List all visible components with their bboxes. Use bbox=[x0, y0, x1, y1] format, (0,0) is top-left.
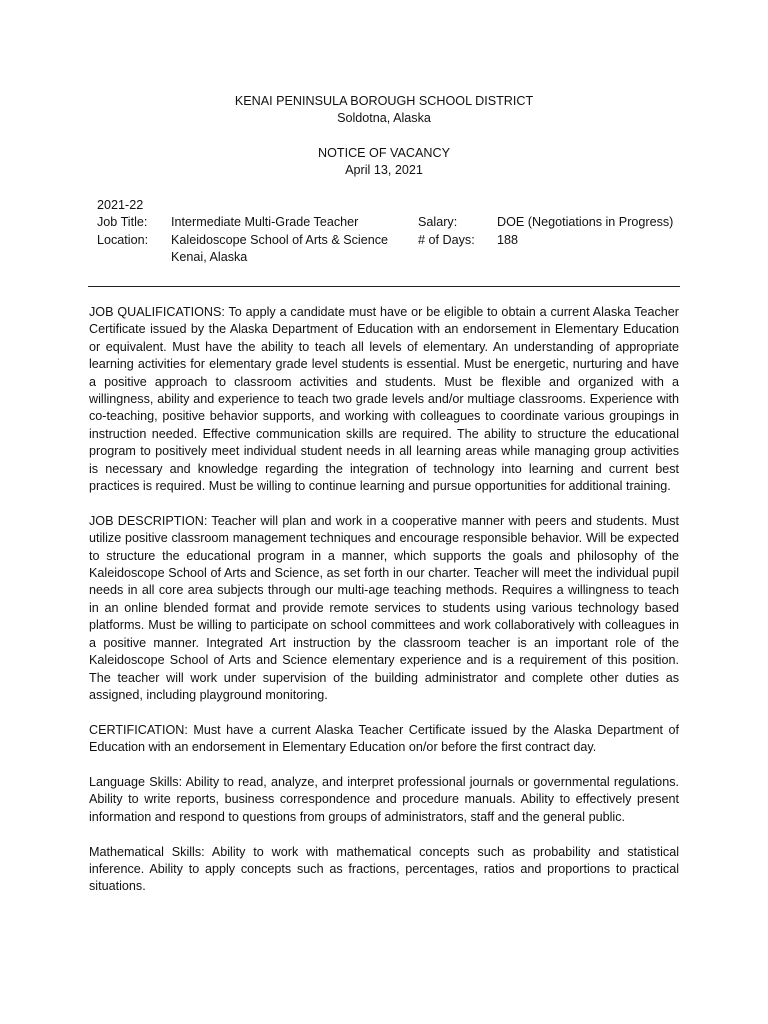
salary-label: Salary: bbox=[418, 215, 458, 230]
language-skills-paragraph: Language Skills: Ability to read, analyze, and interpret professional journals or governmental regulations. Ability to write reports, business correspondence and procedure manuals. Ability to effectively present information and respond to questions from groups of administrators, staff and the general public. bbox=[89, 774, 679, 824]
location-value: Kaleidoscope School of Arts & Science bbox=[171, 232, 389, 247]
section-divider bbox=[88, 286, 680, 287]
district-name: KENAI PENINSULA BOROUGH SCHOOL DISTRICT bbox=[234, 94, 534, 108]
certification-paragraph: CERTIFICATION: Must have a current Alaska Teacher Certificate issued by the Alaska Department of Education with an endorsement in Elementary Education on/or before the first contract day. bbox=[89, 722, 679, 755]
salary-value: DOE (Negotiations in Progress) bbox=[497, 215, 674, 230]
district-city: Soldotna, Alaska bbox=[337, 111, 431, 126]
job-qualifications-paragraph: JOB QUALIFICATIONS: To apply a candidate must have or be eligible to obtain a current Alaska Teacher Certificate issued by the Alaska Department of Education with an endorsement in Elementary Education or equivalent. Must have the ability to teach all levels of elementary. An understanding of appropriate learning activities for elementary grade level students is essential. Must be energetic, nurturing and have a positive approach to classroom activities and students. Must be flexible and organized with a willingness, ability and experience to teach two grade levels and/or multiage classrooms. Experience with co-teaching, positive behavior supports, and working with colleagues to coordinate various groupings in instruction needed. Effective communication skills are required. The ability to structure the educational program to positively meet individual student needs in all learning areas while managing group activities is necessary and knowledge regarding the integration of technology into learning and current best practices is required. Must be willing to continue learning and pursue opportunities for additional training. bbox=[89, 305, 679, 494]
position-details bbox=[97, 197, 697, 267]
notice-heading bbox=[0, 145, 768, 180]
document-header bbox=[0, 93, 768, 128]
location-label: Location: bbox=[97, 232, 149, 247]
job-title-label: Job Title: bbox=[97, 215, 148, 230]
location-city: Kenai, Alaska bbox=[171, 250, 248, 265]
days-value: 188 bbox=[497, 232, 519, 247]
school-year: 2021-22 bbox=[97, 198, 144, 212]
location-row bbox=[97, 232, 697, 249]
document-body bbox=[89, 304, 679, 913]
job-title-row bbox=[97, 214, 697, 231]
notice-date: April 13, 2021 bbox=[345, 163, 423, 178]
notice-title: NOTICE OF VACANCY bbox=[317, 146, 450, 160]
year-row bbox=[97, 197, 697, 214]
location-city-row bbox=[97, 249, 697, 266]
job-description-paragraph: JOB DESCRIPTION: Teacher will plan and work in a cooperative manner with peers and students. Must utilize positive classroom management techniques and encourage responsible behavior. Will be expected to structure the educational program in a manner, which supports the goals and philosophy of the Kaleidoscope School of Arts and Science, as set forth in our charter. Teacher will meet the individual pupil needs in all core area subjects through our multi-age teaching methods. Requires a willingness to teach in an online blended format and provide remote services to students using various technology based platforms. Must be willing to participate on school committees and work collaboratively with colleagues in a positive manner. Integrated Art instruction by the classroom teacher is an important role of the Kaleidoscope School of Arts and Science elementary experience and is a requirement of this position. The teacher will work under supervision of the building administrator and complete other duties as assigned, including playground monitoring. bbox=[89, 513, 679, 702]
days-label: # of Days: bbox=[418, 232, 475, 247]
mathematical-skills-paragraph: Mathematical Skills: Ability to work with mathematical concepts such as probability and statistical inference. Ability to apply concepts such as fractions, percentages, ratios and proportions to practical situations. bbox=[89, 844, 679, 894]
job-title-value: Intermediate Multi-Grade Teacher bbox=[171, 215, 359, 230]
